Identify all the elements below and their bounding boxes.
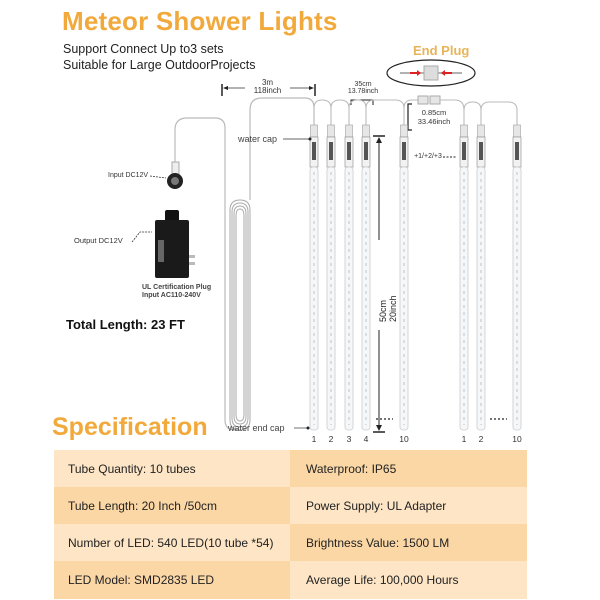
tube-length-dimension bbox=[378, 295, 398, 322]
output-label: Output DC12V bbox=[74, 236, 123, 245]
link-cable-imperial: 33.46inch bbox=[417, 117, 451, 126]
water-end-cap-label: water end cap bbox=[228, 423, 285, 433]
specification-title: Specification bbox=[52, 413, 208, 441]
total-length: Total Length: 23 FT bbox=[66, 317, 185, 332]
tube-number: 1 bbox=[461, 434, 467, 444]
spec-cell: Tube Quantity: 10 tubes bbox=[54, 450, 290, 487]
lead-length-metric: 3m bbox=[261, 78, 274, 87]
water-cap-label: water cap bbox=[238, 134, 278, 144]
tube-number: 1 bbox=[311, 434, 317, 444]
link-cable-metric: 0.85cm bbox=[421, 108, 447, 117]
tube-spacing-imperial: 13.78inch bbox=[347, 88, 379, 95]
specification-table bbox=[54, 450, 527, 599]
end-plug-icon bbox=[387, 60, 475, 86]
tube-length-metric: 50cm bbox=[378, 299, 388, 322]
adapter-label-1: UL Certification Plug bbox=[142, 284, 212, 291]
spec-cell: Number of LED: 540 LED(10 tube *54) bbox=[54, 524, 290, 561]
input-plug-icon bbox=[167, 162, 183, 189]
tube-number: 10 bbox=[512, 434, 522, 444]
tube-number: 3 bbox=[346, 434, 352, 444]
extension-label: +1/+2/+3 bbox=[414, 153, 442, 160]
subtitle-line-1: Support Connect Up to3 sets bbox=[63, 42, 224, 56]
spec-cell: LED Model: SMD2835 LED bbox=[54, 561, 290, 599]
tube-number: 10 bbox=[399, 434, 409, 444]
spec-cell: Waterproof: IP65 bbox=[290, 450, 527, 487]
tube-spacing-metric: 35cm bbox=[354, 81, 372, 88]
tube-number: 4 bbox=[363, 434, 369, 444]
spec-cell: Average Life: 100,000 Hours bbox=[290, 561, 527, 599]
tube-number: 2 bbox=[478, 434, 484, 444]
spec-cell: Brightness Value: 1500 LM bbox=[290, 524, 527, 561]
tube-number: 2 bbox=[328, 434, 334, 444]
input-label: Input DC12V bbox=[108, 172, 149, 179]
lead-length-imperial: 118inch bbox=[253, 86, 282, 95]
led-tubes bbox=[310, 125, 521, 430]
subtitle-line-2: Suitable for Large OutdoorProjects bbox=[63, 58, 256, 72]
end-plug-label: End Plug bbox=[413, 43, 470, 58]
spec-cell: Tube Length: 20 Inch /50cm bbox=[54, 487, 290, 524]
adapter-label-2: Input AC110-240V bbox=[142, 292, 201, 299]
power-adapter-icon bbox=[155, 210, 195, 278]
page-title: Meteor Shower Lights bbox=[62, 6, 338, 36]
spec-cell: Power Supply: UL Adapter bbox=[290, 487, 527, 524]
tube-length-imperial: 20inch bbox=[388, 295, 398, 322]
